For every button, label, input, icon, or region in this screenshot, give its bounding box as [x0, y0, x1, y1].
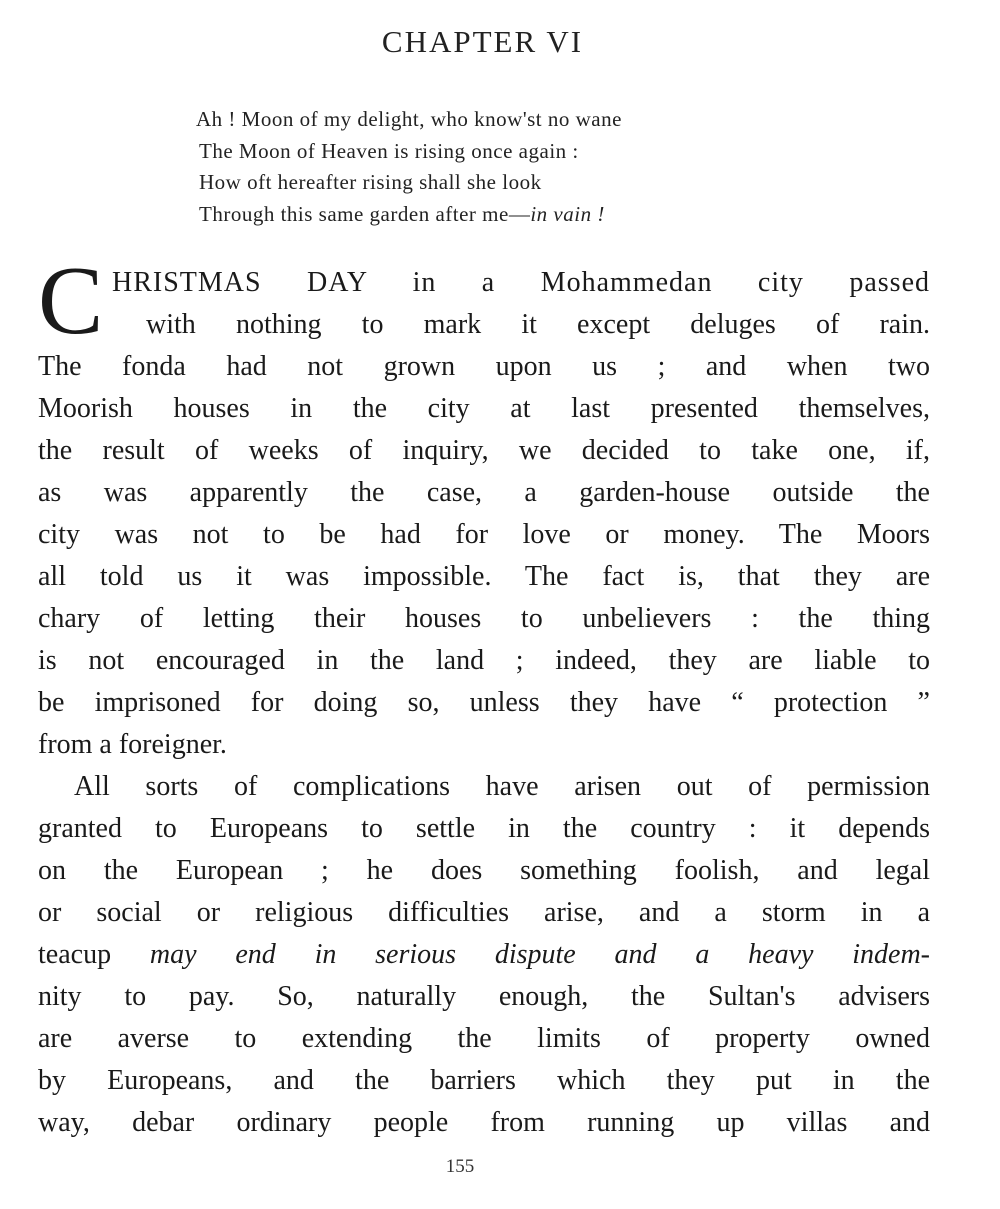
paragraph-line: on the European ; he does something foolish, and legal — [38, 855, 930, 886]
epigraph-line-text: Through this same garden after me— — [199, 201, 531, 226]
paragraph-text: teacup — [38, 939, 150, 970]
paragraph-line: or social or religious difficulties arise, and a storm in a — [38, 897, 930, 928]
page-number: 155 — [445, 1156, 475, 1177]
paragraph-line: Moorish houses in the city at last presented themselves, — [38, 393, 930, 424]
paragraph-line: from a foreigner. — [38, 729, 227, 760]
paragraph-line: The fonda had not grown upon us ; and when two — [38, 351, 930, 382]
paragraph-emphasis: may end in serious dispute and a heavy indem- — [149, 939, 931, 970]
paragraph-line: with nothing to mark it except deluges of rain. — [146, 309, 930, 340]
paragraph-line: All sorts of complications have arisen out of permission — [74, 771, 930, 802]
epigraph-emphasis: in vain ! — [530, 201, 605, 226]
paragraph-line: city was not to be had for love or money. The Moors — [38, 519, 930, 550]
paragraph-line: granted to Europeans to settle in the country : it depends — [38, 813, 930, 844]
paragraph-line: nity to pay. So, naturally enough, the Sultan's advisers — [38, 981, 930, 1012]
epigraph-line: The Moon of Heaven is rising once again : — [199, 138, 579, 163]
epigraph-line: How oft hereafter rising shall she look — [199, 170, 542, 194]
paragraph-line: the result of weeks of inquiry, we decided to take one, if, — [38, 435, 930, 466]
paragraph-line: is not encouraged in the land ; indeed, they are liable to — [38, 645, 930, 676]
paragraph-line: be imprisoned for doing so, unless they have “ protection ” — [38, 687, 930, 718]
paragraph-line: as was apparently the case, a garden-house outside the — [38, 477, 930, 508]
epigraph-line-last — [196, 199, 816, 231]
chapter-title: CHAPTER VI — [381, 24, 584, 59]
paragraph-line: way, debar ordinary people from running up villas and — [38, 1107, 930, 1138]
paragraph-line: by Europeans, and the barriers which they put in the — [38, 1065, 930, 1096]
body-text — [38, 262, 930, 1144]
paragraph-line: are averse to extending the limits of property owned — [38, 1023, 930, 1054]
epigraph-line: Ah ! Moon of my delight, who know'st no wane — [196, 107, 622, 131]
paragraph-line-mixed — [38, 934, 930, 976]
drop-cap: C — [38, 247, 104, 355]
paragraph-line: HRISTMAS DAY in a Mohammedan city passed — [112, 267, 930, 298]
epigraph — [196, 104, 816, 230]
paragraph-line: chary of letting their houses to unbelievers : the thing — [38, 603, 930, 634]
paragraph-line: all told us it was impossible. The fact is, that they are — [38, 561, 930, 592]
